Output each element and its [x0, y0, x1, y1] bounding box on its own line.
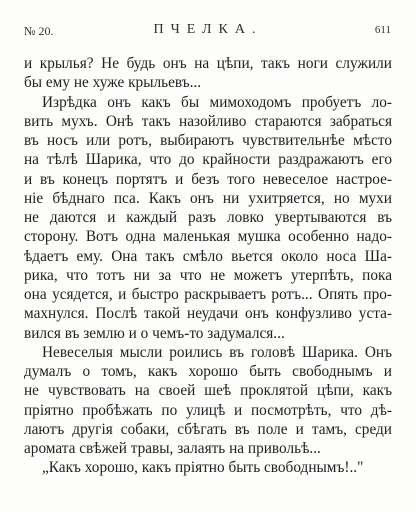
text-line: она усядется, и быстро раскрываетъ ротъ... Опять про- — [24, 286, 392, 303]
text-line: не чувствовать на своей шеѣ проклятой цѣпи, какъ — [24, 382, 392, 400]
issue-number: № 20. — [24, 24, 54, 38]
text-line: вить мухъ. Онѣ такъ назойливо стараются забраться — [24, 112, 392, 130]
text-line: и крылья? Не будь онъ на цѣпи, такъ ноги служили — [24, 55, 392, 72]
text-line: рика, что тотъ ни за что не можетъ утерпѣть, пока — [24, 266, 392, 284]
text-line: ніе бѣднаго пса. Какъ онъ ни ухитряется, но мухи — [24, 189, 392, 207]
text-line: вился въ землю и о чемъ-то задумался... — [24, 324, 285, 342]
text-line: думалъ о томъ, какъ хорошо быть свободнымъ и — [24, 363, 392, 380]
text-line: Изрѣдка онъ какъ бы мимоходомъ пробуетъ ло- — [42, 93, 392, 111]
paragraph — [24, 54, 392, 93]
running-header — [0, 22, 416, 42]
paragraph — [24, 343, 392, 459]
body-text — [24, 54, 392, 478]
text-line: и въ конецъ портятъ и безъ того невеселое настрое- — [24, 170, 392, 188]
text-line: Невеселыя мысли роились въ головѣ Шарика. Онъ — [42, 343, 392, 361]
text-line: бы ему не хуже крыльевъ... — [24, 74, 202, 92]
text-line: не даются и каждый разъ ловко увертываются въ — [24, 209, 392, 226]
text-line: „Какъ хорошо, какъ пріятно быть свободнымъ!.." — [42, 459, 364, 477]
text-line: махнулся. Послѣ такой неудачи онъ конфузливо уста- — [24, 305, 392, 323]
text-line: ѣдаетъ ему. Она такъ смѣло вьется около носа Ша- — [24, 247, 392, 265]
paragraph — [24, 93, 392, 343]
paragraph — [24, 458, 392, 477]
text-line: пріятно пробѣжать по улицѣ и посмотрѣть, что дѣ- — [24, 401, 392, 419]
journal-title: ПЧЕЛКА. — [153, 22, 263, 37]
text-line: сторону. Вотъ одна маленькая мушка особенно надо- — [24, 228, 392, 246]
text-line: на тѣлѣ Шарика, что до крайности раздражаютъ его — [24, 151, 392, 169]
text-line: лаютъ другія собаки, сбѣгать въ поле и тамъ, среди — [24, 420, 392, 438]
text-line: въ носъ или ротъ, выбираютъ чувствительнѣе мѣсто — [24, 132, 392, 149]
page-number: 611 — [374, 24, 391, 36]
text-line: аромата свѣжей травы, залаять на привольѣ... — [24, 440, 321, 457]
